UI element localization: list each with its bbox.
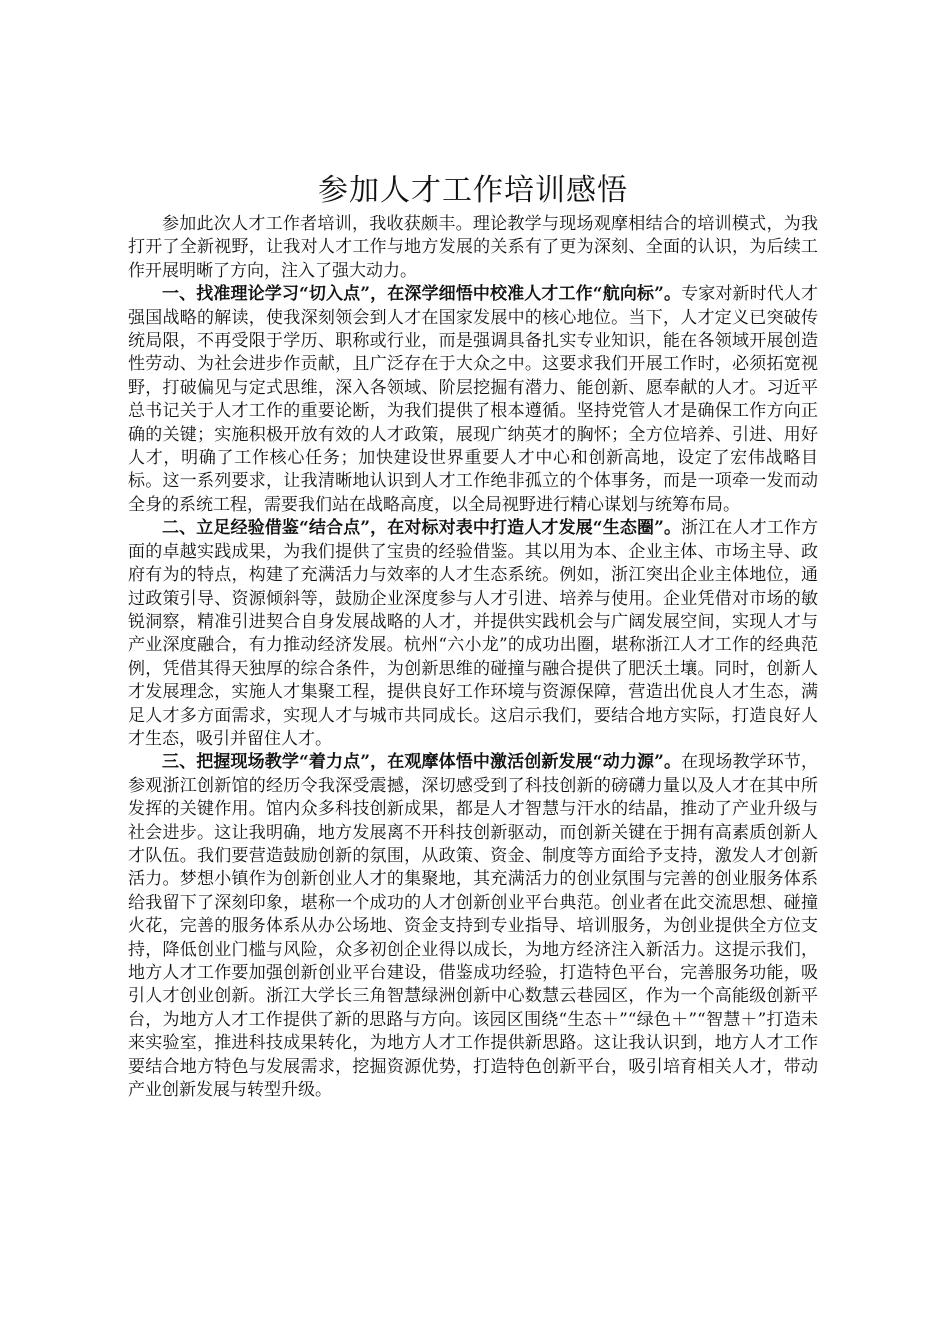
section-1-heading: 一、找准理论学习“切入点”，在深学细悟中校准人才工作“航向标”。 — [162, 284, 682, 305]
intro-paragraph: 参加此次人才工作者培训，我收获颇丰。理论教学与现场观摩相结合的培训模式，为我打开了全新视野，让我对人才工作与地方发展的关系有了更为深刻、全面的认识，为后续工作开展明晰了方向，注入了强大动力。 — [128, 214, 818, 281]
section-1-paragraph — [128, 283, 818, 517]
section-1-body: 专家对新时代人才强国战略的解读，使我深刻领会到人才在国家发展中的核心地位。当下，人才定义已突破传统局限，不再受限于学历、职称或行业，而是强调具备扎实专业知识，能在各领域开展创造性劳动、为社会进步作贡献，且广泛存在于大众之中。这要求我们开展工作时，必须拓宽视野，打破偏见与定式思维，深入各领域、阶层挖掘有潜力、能创新、愿奉献的人才。习近平总书记关于人才工作的重要论断，为我们提供了根本遵循。坚持党管人才是确保工作方向正确的关键；实施积极开放有效的人才政策，展现广纳英才的胸怀；全方位培养、引进、用好人才，明确了工作核心任务；加快建设世界重要人才中心和创新高地，设定了宏伟战略目标。这一系列要求，让我清晰地认识到人才工作绝非孤立的个体事务，而是一项牵一发而动全身的系统工程，需要我们站在战略高度，以全局视野进行精心谋划与统筹布局。 — [128, 284, 818, 515]
section-2-heading: 二、立足经验借鉴“结合点”，在对标对表中打造人才发展“生态圈”。 — [162, 518, 682, 539]
section-2-paragraph — [128, 517, 818, 751]
section-2-body: 浙江在人才工作方面的卓越实践成果，为我们提供了宝贵的经验借鉴。其以用为本、企业主体、市场主导、政府有为的特点，构建了充满活力与效率的人才生态系统。例如，浙江突出企业主体地位，通过政策引导、资源倾斜等，鼓励企业深度参与人才引进、培养与使用。企业凭借对市场的敏锐洞察，精准引进契合自身发展战略的人才，并提供实践机会与广阔发展空间，实现人才与产业深度融合，有力推动经济发展。杭州“六小龙”的成功出圈，堪称浙江人才工作的经典范例，凭借其得天独厚的综合条件，为创新思维的碰撞与融合提供了肥沃土壤。同时，创新人才发展理念，实施人才集聚工程，提供良好工作环境与资源保障，营造出优良人才生态，满足人才多方面需求，实现人才与城市共同成长。这启示我们，要结合地方实际，打造良好人才生态，吸引并留住人才。 — [128, 518, 818, 749]
section-3-paragraph — [128, 751, 818, 1102]
document-page — [128, 171, 818, 1102]
section-3-heading: 三、把握现场教学“着力点”，在观摩体悟中激活创新发展“动力源”。 — [162, 752, 682, 773]
document-title: 参加人才工作培训感悟 — [318, 173, 628, 208]
section-3-body: 在现场教学环节，参观浙江创新馆的经历令我深受震撼，深切感受到了科技创新的磅礴力量以及人才在其中所发挥的关键作用。馆内众多科技创新成果，都是人才智慧与汗水的结晶，推动了产业升级与社会进步。这让我明确，地方发展离不开科技创新驱动，而创新关键在于拥有高素质创新人才队伍。我们要营造鼓励创新的氛围，从政策、资金、制度等方面给予支持，激发人才创新活力。梦想小镇作为创新创业人才的集聚地，其充满活力的创业氛围与完善的创业服务体系给我留下了深刻印象，堪称一个成功的人才创新创业平台典范。创业者在此交流思想、碰撞火花，完善的服务体系从办公场地、资金支持到专业指导、培训服务，为创业提供全方位支持，降低创业门槛与风险，众多初创企业得以成长，为地方经济注入新活力。这提示我们，地方人才工作要加强创新创业平台建设，借鉴成功经验，打造特色平台，完善服务功能，吸引人才创业创新。浙江大学长三角智慧绿洲创新中心数慧云巷园区，作为一个高能级创新平台，为地方人才工作提供了新的思路与方向。该园区围绕“生态＋”“绿色＋”“智慧＋”打造未来实验室，推进科技成果转化，为地方人才工作提供新思路。这让我认识到，地方人才工作要结合地方特色与发展需求，挖掘资源优势，打造特色创新平台，吸引培育相关人才，带动产业创新发展与转型升级。 — [128, 752, 818, 1101]
